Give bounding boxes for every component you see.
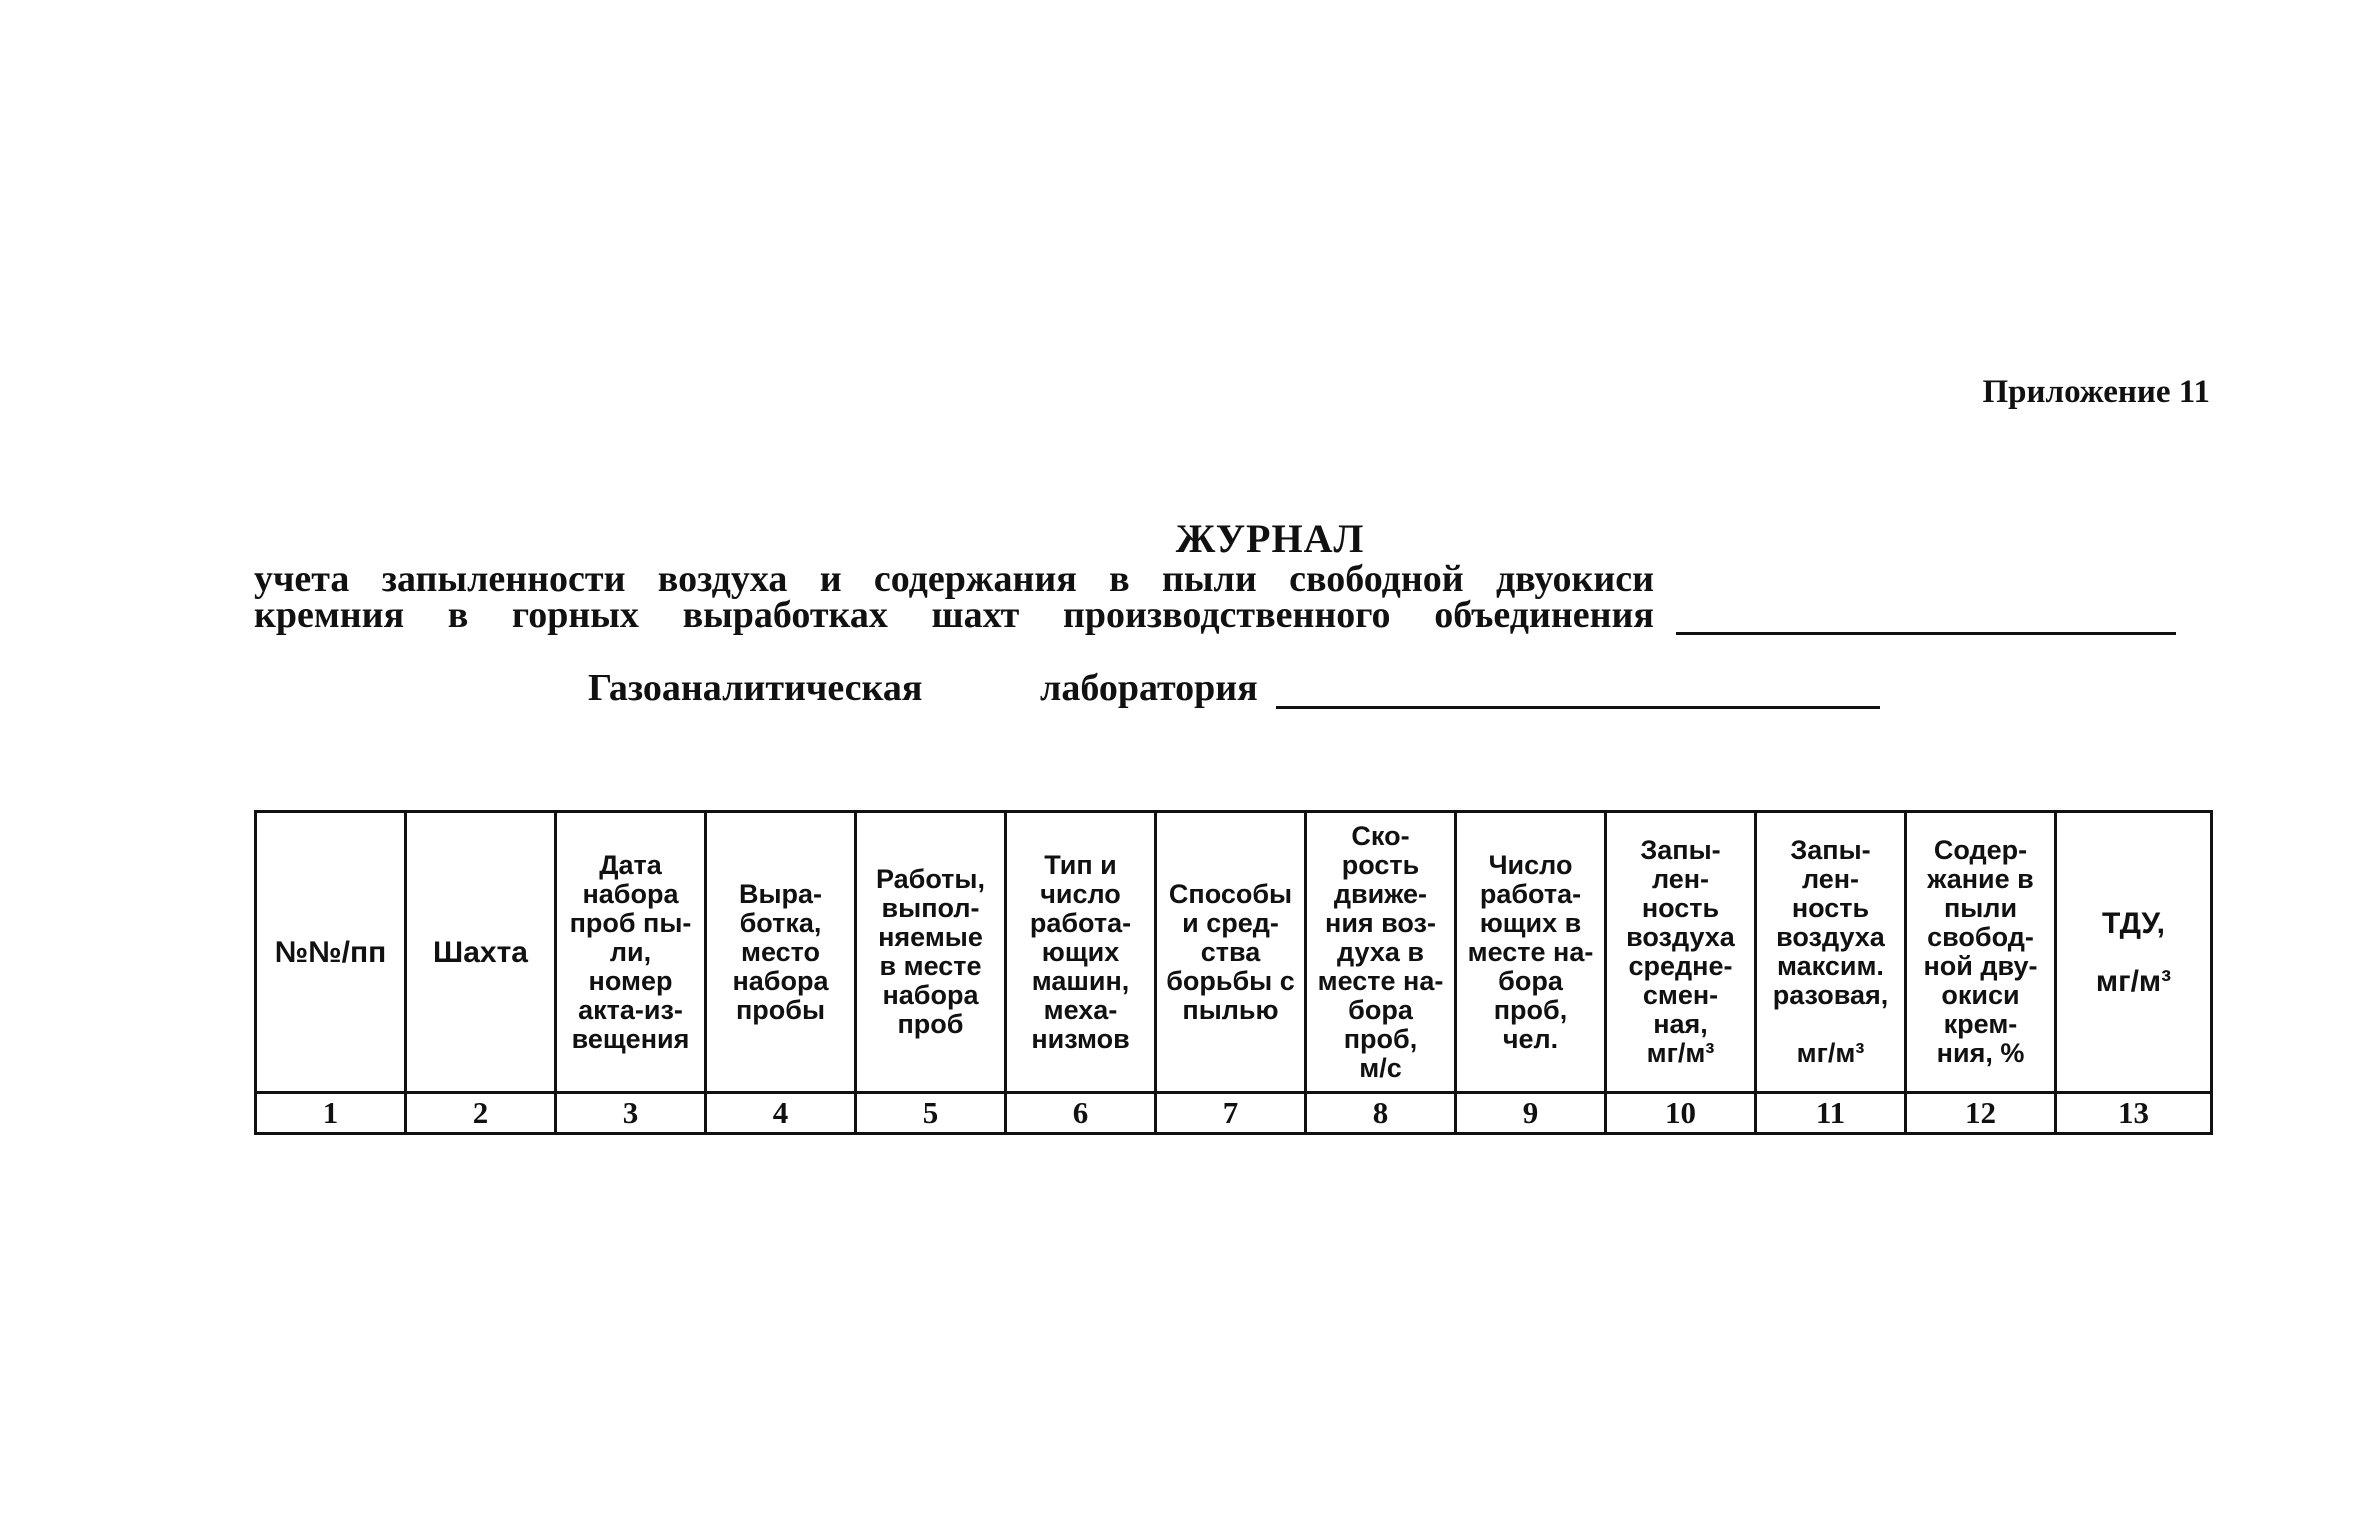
column-number-cell: 4	[706, 1093, 856, 1134]
column-number-cell: 1	[256, 1093, 406, 1134]
header-row	[256, 812, 2212, 1093]
header-cell-dust-control: Способы и сред- ства борьбы с пылью	[1156, 812, 1306, 1093]
column-number-cell: 5	[856, 1093, 1006, 1134]
column-number-cell: 13	[2056, 1093, 2212, 1134]
journal-subtitle-line-2: кремния в горных выработках шахт производственного объединения	[254, 594, 1654, 636]
journal-subtitle-line-1: учета запыленности воздуха и содержания в пыли свободной двуокиси	[254, 558, 1654, 600]
header-cell-air-speed: Ско- рость движе- ния воз- духа в месте на- бора проб, м/с	[1306, 812, 1456, 1093]
column-number-cell: 2	[406, 1093, 556, 1134]
header-cell-silica-content: Содер- жание в пыли свобод- ной дву- окиси крем- ния, %	[1906, 812, 2056, 1093]
header-cell-working-location: Выра- ботка, место набора пробы	[706, 812, 856, 1093]
column-number-cell: 10	[1606, 1093, 1756, 1134]
header-cell-machines: Тип и число работа- ющих машин, меха- низмов	[1006, 812, 1156, 1093]
column-number-row	[256, 1093, 2212, 1134]
lab-label-word-2: лаборатория	[1040, 667, 1258, 709]
column-number-cell: 6	[1006, 1093, 1156, 1134]
lab-label-word-1: Газоаналитическая	[588, 667, 923, 709]
header-cell-sampling-date: Дата набора проб пы- ли, номер акта-из- вещения	[556, 812, 706, 1093]
header-cell-tdu: ТДУ, мг/м³	[2056, 812, 2212, 1093]
header-cell-number: №№/пп	[256, 812, 406, 1093]
column-number-cell: 11	[1756, 1093, 1906, 1134]
column-number-cell: 7	[1156, 1093, 1306, 1134]
header-cell-workers-count: Число работа- ющих в месте на- бора проб, чел.	[1456, 812, 1606, 1093]
header-cell-works-performed: Работы, выпол- няемые в месте набора проб	[856, 812, 1006, 1093]
header-cell-dust-max-single: Запы- лен- ность воздуха максим. разовая, мг/м³	[1756, 812, 1906, 1093]
column-number-cell: 8	[1306, 1093, 1456, 1134]
header-cell-dust-shift-average: Запы- лен- ность воздуха средне- смен- ная, мг/м³	[1606, 812, 1756, 1093]
association-blank-line	[1676, 600, 2176, 635]
column-number-cell: 3	[556, 1093, 706, 1134]
laboratory-blank-line	[1276, 672, 1880, 709]
column-number-cell: 12	[1906, 1093, 2056, 1134]
appendix-label: Приложение 11	[1982, 374, 2210, 410]
journal-table	[254, 810, 2213, 1135]
journal-title: ЖУРНАЛ	[1175, 516, 1365, 561]
column-number-cell: 9	[1456, 1093, 1606, 1134]
header-cell-mine: Шахта	[406, 812, 556, 1093]
